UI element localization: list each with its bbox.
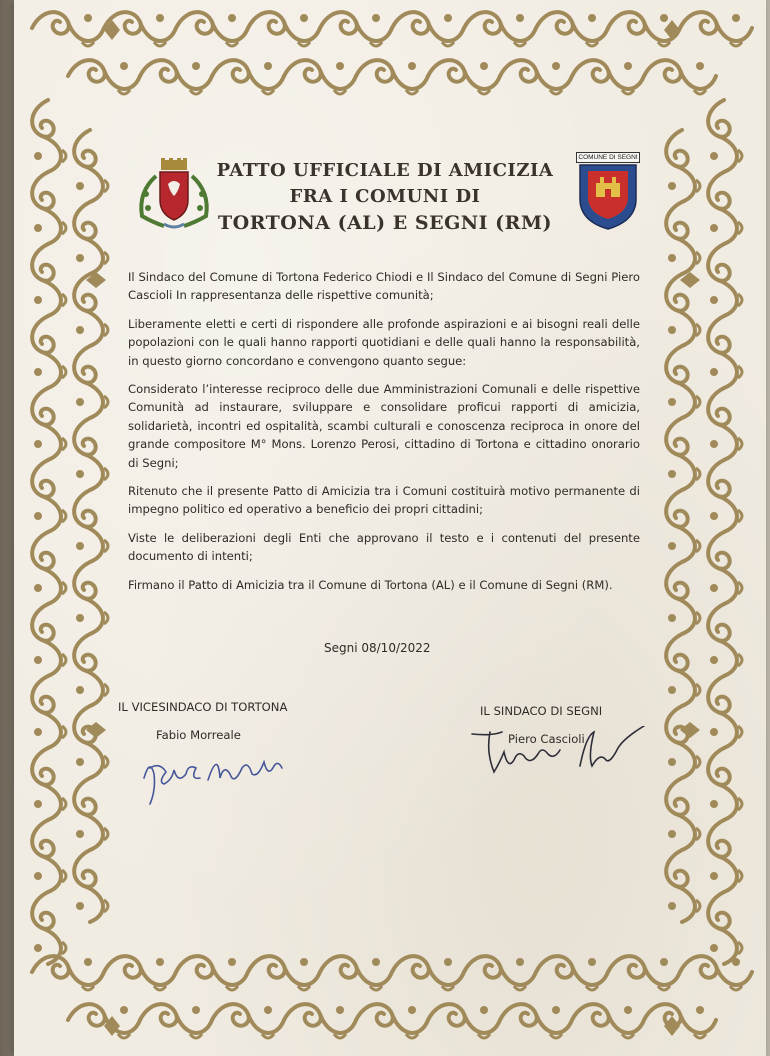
right-signatory-role: IL SINDACO DI SEGNI <box>480 704 603 718</box>
title-line-3: TORTONA (AL) E SEGNI (RM) <box>218 212 552 234</box>
left-handwritten-signature <box>136 738 326 808</box>
paragraph: Viste le deliberazioni degli Enti che approvano il testo e i contenuti del presente documento di intenti; <box>128 530 640 564</box>
title-line-2: FRA I COMUNI DI <box>289 186 481 207</box>
place-date: Segni 08/10/2022 <box>324 641 431 655</box>
segni-emblem-label: COMUNE DI SEGNI <box>576 152 640 163</box>
paragraph: Il Sindaco del Comune di Tortona Federico Chiodi e Il Sindaco del Comune di Segni Piero Cascioli In rappresentanza delle rispettive comunità; <box>128 270 640 303</box>
paragraph: Considerato l’interesse reciproco delle due Amministrazioni Comunali e delle rispettive Comunità ad instaurare, sviluppare e consolidare proficui rapporti di amicizia, solidarietà, incontri ed ospitalità, scambi culturali e conoscenza reciproca in onore del grande compositore M° Mons. Lorenzo Perosi, cittadino di Tortona e cittadino onorario di Segni; <box>128 382 640 470</box>
paragraph: Firmano il Patto di Amicizia tra il Comune di Tortona (AL) e il Comune di Segni (RM). <box>128 577 613 592</box>
document-body <box>128 268 640 604</box>
document-title <box>170 158 600 236</box>
left-signatory-name: Fabio Morreale <box>156 728 241 742</box>
paragraph: Ritenuto che il presente Patto di Amicizia tra i Comuni costituirà motivo permanente di impegno politico ed operativo a beneficio dei propri cittadini; <box>128 484 640 517</box>
right-handwritten-signature <box>470 726 670 786</box>
title-line-1: PATTO UFFICIALE DI AMICIZIA <box>216 160 554 181</box>
paragraph: Liberamente eletti e certi di rispondere alle profonde aspirazioni e ai bisogni reali delle popolazioni con le quali hanno rapporti quotidiani e delle quali hanno la responsabilità, in questo giorno concordano e convengono quanto segue: <box>128 316 640 368</box>
left-signatory-role: IL VICESINDACO DI TORTONA <box>118 700 288 714</box>
right-signatory-name: Piero Cascioli <box>508 732 585 746</box>
